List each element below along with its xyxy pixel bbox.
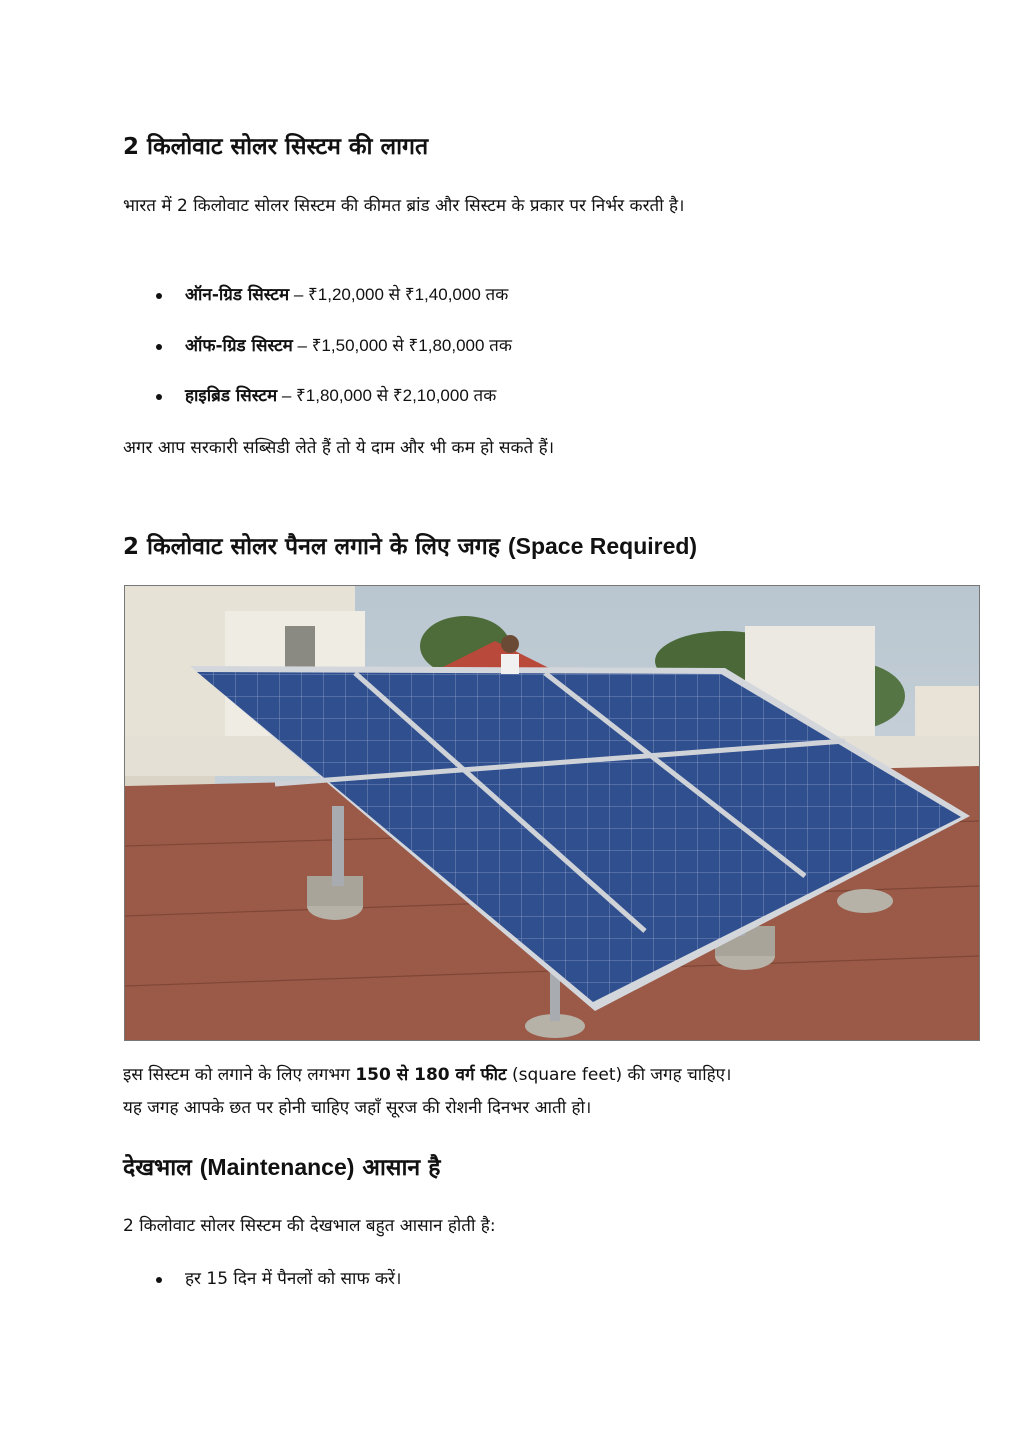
solar-panel-photo [124,585,980,1041]
space-heading-english: (Space Required) [507,533,698,559]
maintenance-heading-english: (Maintenance) [199,1154,355,1180]
price-range: – ₹1,20,000 से ₹1,40,000 तक [289,285,509,304]
price-range: – ₹1,80,000 से ₹2,10,000 तक [277,386,497,405]
system-type-label: ऑफ-ग्रिड सिस्टम [185,336,293,356]
price-range: – ₹1,50,000 से ₹1,80,000 तक [292,336,512,355]
space-para [123,1059,923,1125]
cost-intro: भारत में 2 किलोवाट सोलर सिस्टम की कीमत ब्रांड और सिस्टम के प्रकार पर निर्भर करती है। [123,196,685,216]
maintenance-heading-hindi2: आसान है [354,1155,441,1181]
space-text-line2: यह जगह आपके छत पर होनी चाहिए जहाँ सूरज की रोशनी दिनभर आती हो। [123,1098,592,1118]
bullet-icon [156,394,162,400]
cost-heading: 2 किलोवाट सोलर सिस्टम की लागत [123,134,429,160]
space-text-end: (square feet) की जगह चाहिए। [506,1065,732,1085]
subsidy-note: अगर आप सरकारी सब्सिडी लेते हैं तो ये दाम और भी कम हो सकते हैं। [123,438,555,458]
maintenance-intro: 2 किलोवाट सोलर सिस्टम की देखभाल बहुत आसान होती है: [123,1216,496,1236]
space-heading [123,533,697,562]
maintenance-heading [123,1154,440,1183]
bullet-icon [156,344,162,350]
maintenance-tip: हर 15 दिन में पैनलों को साफ करें। [185,1269,402,1289]
bullet-icon [156,1277,162,1283]
space-heading-hindi: 2 किलोवाट सोलर पैनल लगाने के लिए जगह [123,534,508,560]
maintenance-heading-hindi1: देखभाल [123,1155,200,1181]
system-type-label: ऑन-ग्रिड सिस्टम [185,285,290,305]
area-value: 150 से 180 वर्ग फीट [355,1065,507,1085]
system-type-label: हाइब्रिड सिस्टम [185,386,278,406]
space-text-start: इस सिस्टम को लगाने के लिए लगभग [123,1065,356,1085]
bullet-icon [156,293,162,299]
